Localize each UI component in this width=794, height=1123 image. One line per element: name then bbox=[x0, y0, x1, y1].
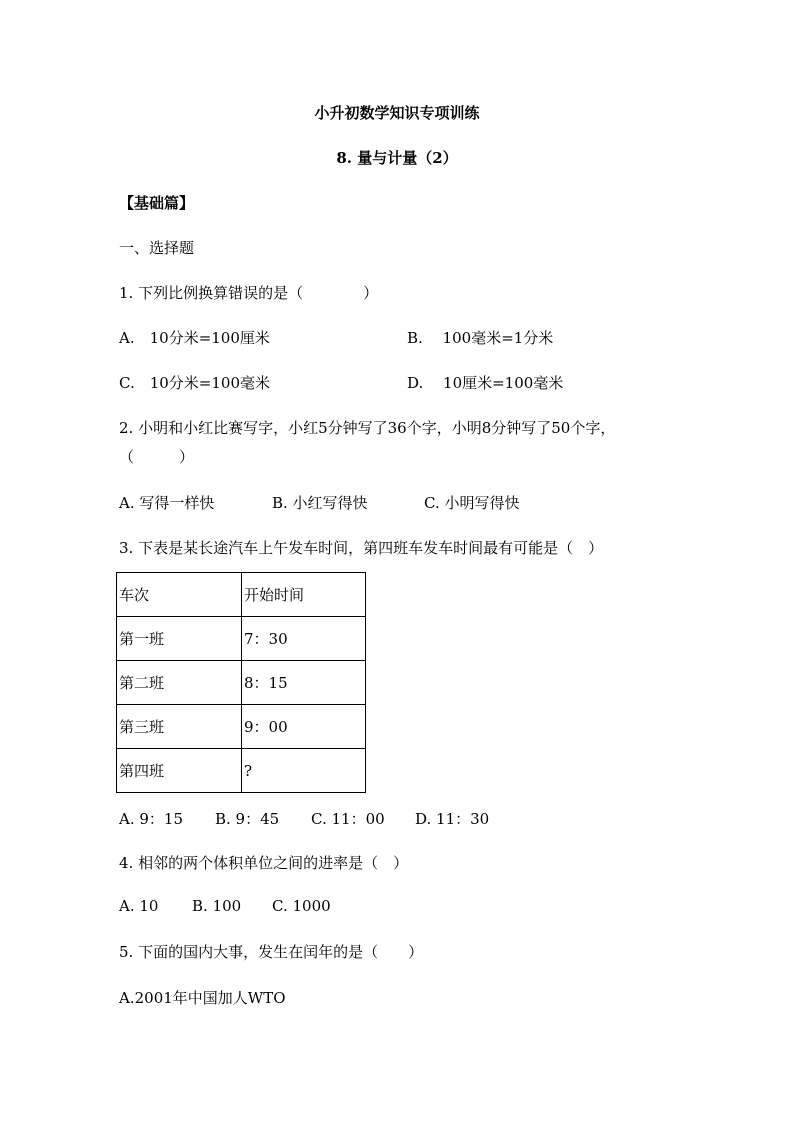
table-header-cell: 开始时间 bbox=[242, 573, 366, 617]
question-3-option-c[interactable]: C. 11：00 bbox=[311, 810, 385, 828]
table-cell: 7：30 bbox=[242, 617, 366, 661]
part-heading: 一、选择题 bbox=[119, 239, 195, 257]
page-subtitle: 8. 量与计量（2） bbox=[336, 149, 458, 167]
question-1-option-d[interactable]: D. 10厘米=100毫米 bbox=[407, 374, 564, 392]
page-title: 小升初数学知识专项训练 bbox=[314, 104, 480, 122]
question-2-option-a[interactable]: A. 写得一样快 bbox=[119, 494, 215, 512]
table-row bbox=[117, 617, 366, 661]
question-3-option-b[interactable]: B. 9：45 bbox=[215, 810, 280, 828]
question-3-option-a[interactable]: A. 9：15 bbox=[119, 810, 183, 828]
question-2-stem: 2. 小明和小红比赛写字，小红5分钟写了36个字，小明8分钟写了50个字， bbox=[119, 419, 616, 437]
question-3-stem: 3. 下表是某长途汽车上午发车时间，第四班车发车时间最有可能是（ ） bbox=[119, 539, 604, 557]
question-5-option-a[interactable]: A.2001年中国加人WTO bbox=[119, 989, 286, 1007]
table-cell: 第二班 bbox=[117, 661, 242, 705]
question-5-stem: 5. 下面的国内大事，发生在闰年的是（ ） bbox=[119, 943, 424, 961]
question-4-option-a[interactable]: A. 10 bbox=[119, 897, 159, 915]
table-cell: 第四班 bbox=[117, 749, 242, 793]
question-2-option-b[interactable]: B. 小红写得快 bbox=[272, 494, 368, 512]
table-row bbox=[117, 705, 366, 749]
question-3-option-d[interactable]: D. 11：30 bbox=[415, 810, 490, 828]
question-1-stem: 1. 下列比例换算错误的是（ ） bbox=[119, 284, 379, 302]
question-2-answer-blank: （ ） bbox=[119, 448, 195, 466]
table-cell: 第三班 bbox=[117, 705, 242, 749]
table-cell: ? bbox=[242, 749, 366, 793]
table-row bbox=[117, 661, 366, 705]
table-row bbox=[117, 749, 366, 793]
table-cell: 第一班 bbox=[117, 617, 242, 661]
question-1-option-a[interactable]: A. 10分米=100厘米 bbox=[119, 329, 270, 347]
question-4-option-c[interactable]: C. 1000 bbox=[272, 897, 331, 915]
question-4-stem: 4. 相邻的两个体积单位之间的进率是（ ） bbox=[119, 854, 409, 872]
table-header-cell: 车次 bbox=[117, 573, 242, 617]
bus-timetable bbox=[116, 572, 366, 793]
question-1-option-b[interactable]: B. 100毫米=1分米 bbox=[407, 329, 554, 347]
question-2-option-c[interactable]: C. 小明写得快 bbox=[424, 494, 520, 512]
table-cell: 8：15 bbox=[242, 661, 366, 705]
table-cell: 9：00 bbox=[242, 705, 366, 749]
question-1-option-c[interactable]: C. 10分米=100毫米 bbox=[119, 374, 270, 392]
question-4-option-b[interactable]: B. 100 bbox=[192, 897, 242, 915]
section-heading: 【基础篇】 bbox=[119, 194, 195, 212]
table-header-row bbox=[117, 573, 366, 617]
